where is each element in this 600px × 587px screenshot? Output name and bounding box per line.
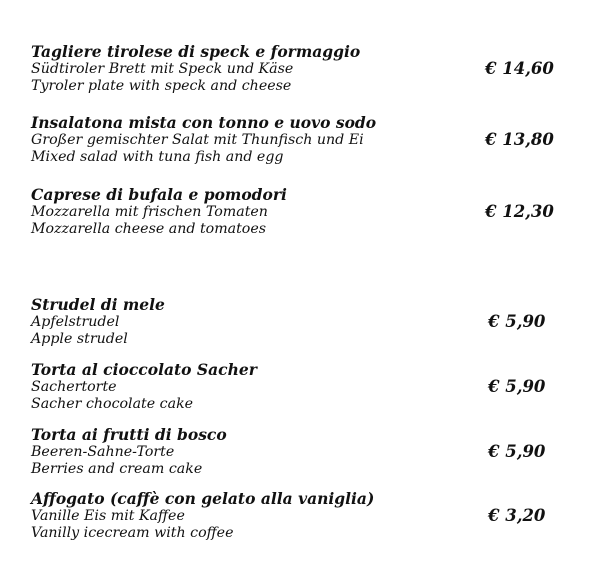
menu-item-text — [31, 43, 471, 96]
dish-price: € 14,60 — [485, 59, 554, 78]
dish-name-italian: Strudel di mele — [31, 295, 165, 314]
menu-item-text — [31, 186, 471, 239]
menu-item-affogato — [31, 490, 571, 546]
menu-item-text — [31, 114, 471, 167]
dish-price: € 5,90 — [488, 312, 546, 331]
dish-price: € 5,90 — [488, 377, 546, 396]
dish-description-german: Vanille Eis mit Kaffee — [31, 507, 185, 524]
menu-item-caprese — [31, 186, 571, 242]
dish-name-italian: Tagliere tirolese di speck e formaggio — [31, 42, 361, 61]
menu-item-text — [31, 426, 471, 479]
dish-description-english: Vanilly icecream with coffee — [31, 525, 234, 541]
menu-item-text — [31, 296, 471, 349]
dish-description-english: Apple strudel — [31, 331, 128, 347]
dish-description-german: Apfelstrudel — [31, 313, 120, 330]
menu-item-tagliere — [31, 43, 571, 99]
dish-description-english: Mixed salad with tuna fish and egg — [31, 149, 284, 165]
dish-description-german: Mozzarella mit frischen Tomaten — [31, 203, 268, 220]
dish-name-italian: Torta ai frutti di bosco — [31, 425, 227, 444]
menu-item-text — [31, 361, 471, 414]
menu-item-frutti-di-bosco — [31, 426, 571, 482]
dish-price: € 3,20 — [488, 506, 546, 525]
dish-description-english: Mozzarella cheese and tomatoes — [31, 221, 267, 237]
dish-description-german: Großer gemischter Salat mit Thunfisch und Ei — [31, 131, 364, 148]
dish-name-italian: Affogato (caffè con gelato alla vaniglia) — [31, 489, 375, 508]
dish-price: € 13,80 — [485, 130, 554, 149]
menu-item-text — [31, 490, 471, 543]
dish-description-english: Sacher chocolate cake — [31, 396, 194, 412]
menu-item-insalatona — [31, 114, 571, 170]
dish-price: € 12,30 — [485, 202, 554, 221]
menu-item-sacher — [31, 361, 571, 417]
dish-description-german: Südtiroler Brett mit Speck und Käse — [31, 60, 294, 77]
dish-description-english: Berries and cream cake — [31, 461, 203, 477]
dish-description-german: Sachertorte — [31, 378, 117, 395]
dish-name-italian: Torta al cioccolato Sacher — [31, 360, 257, 379]
dish-name-italian: Caprese di bufala e pomodori — [31, 185, 287, 204]
dish-description-english: Tyroler plate with speck and cheese — [31, 78, 292, 94]
dish-description-german: Beeren-Sahne-Torte — [31, 443, 175, 460]
dish-price: € 5,90 — [488, 442, 546, 461]
menu-item-strudel — [31, 296, 571, 352]
dish-name-italian: Insalatona mista con tonno e uovo sodo — [31, 113, 377, 132]
